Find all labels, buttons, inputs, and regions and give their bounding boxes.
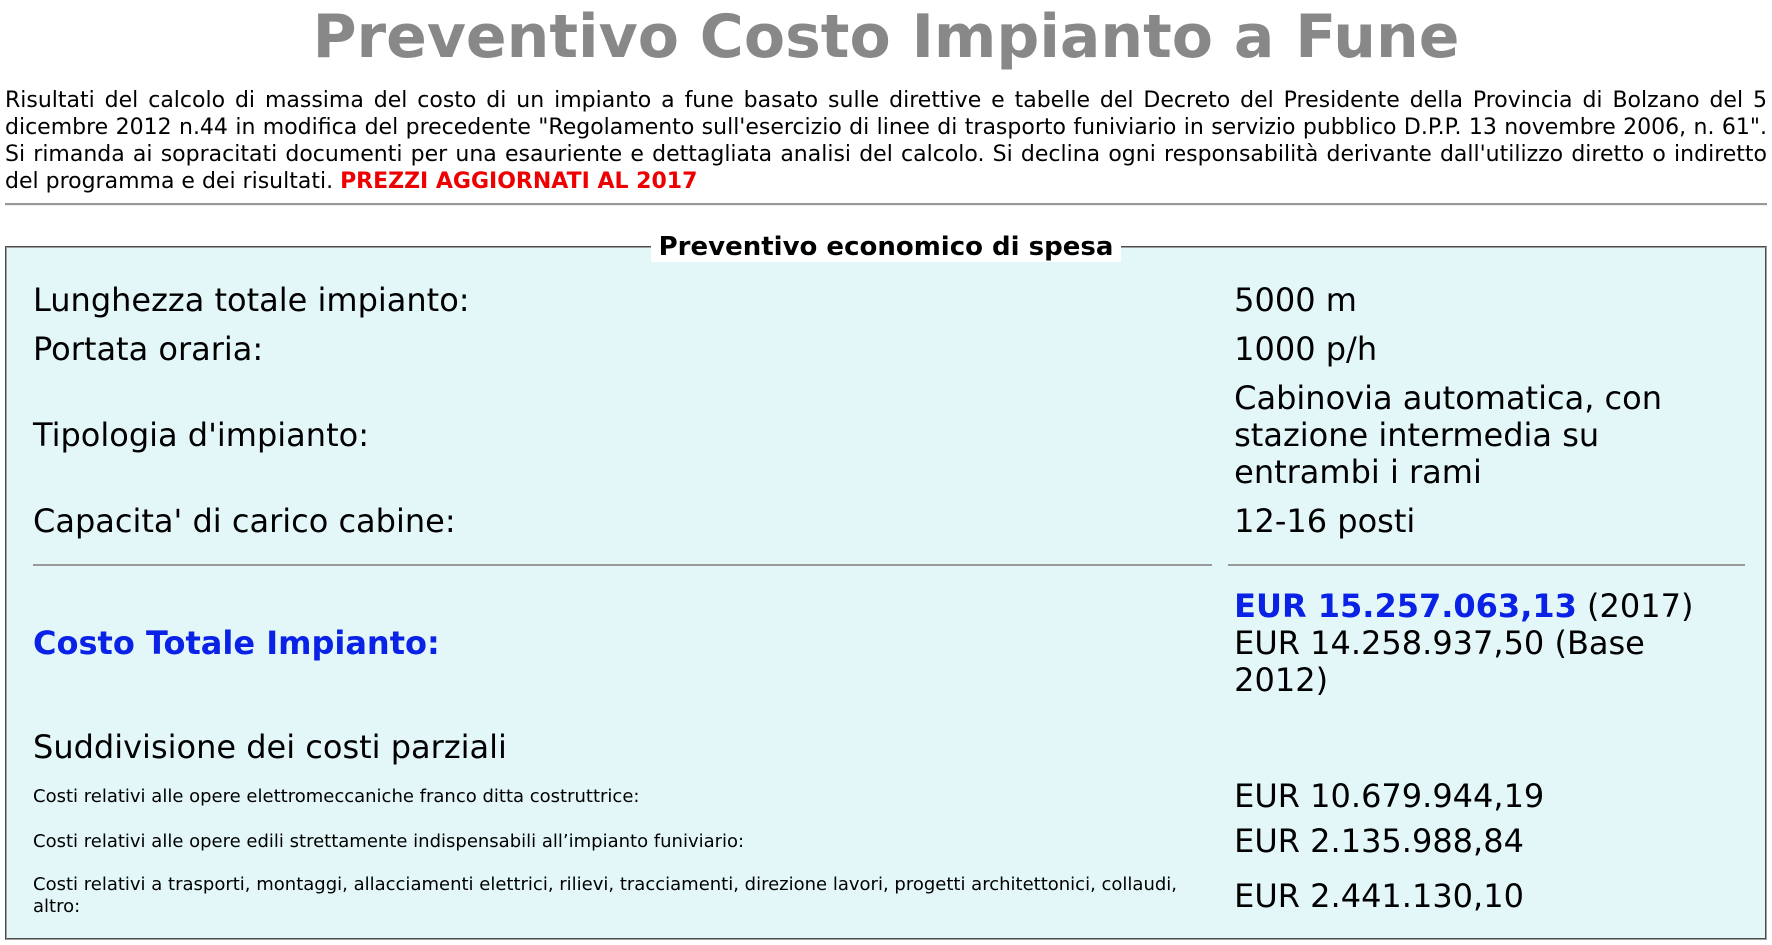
intro-text: Risultati del calcolo di massima del costo di un impianto a fune basato sulle direttive e tabelle del Decreto del Presidente della Provincia di Bolzano del 5 dicembre 2012 n.44 in modifica del precedente "Regolamento sull'esercizio di linee di trasporto funiviario in servizio pubblico D.P.P. 13 novembre 2006, n. 61". Si rimanda ai sopracitati documenti per una esauriente e dettagliata analisi del calcolo. Si declina ogni responsabilità derivante dall'utilizzo diretto o indiretto del programma e dei risultati. (5, 88, 1767, 194)
breakdown-heading: Suddivisione dei costi parziali (33, 728, 507, 766)
other-costs-value: EUR 2.441.130,10 (1234, 876, 1524, 915)
other-costs-label: Costi relativi a trasporti, montaggi, allacciamenti elettrici, rilievi, tracciamenti, direzione lavori, progetti architettonici, collaudi, altro: (33, 874, 1178, 917)
table-row-total-cost (19, 582, 1753, 705)
hourly-capacity-value: 1000 p/h (1234, 330, 1378, 368)
estimate-panel (5, 232, 1767, 940)
total-cost-2017-line (1234, 588, 1745, 625)
construction-cost-value: EUR 2.135.988,84 (1234, 822, 1524, 860)
table-row-separator (19, 546, 1753, 582)
separator-line-right (1228, 564, 1745, 566)
intro-paragraph (5, 87, 1767, 195)
prices-updated-notice: PREZZI AGGIORNATI AL 2017 (340, 169, 698, 194)
construction-cost-label: Costi relativi alle opere edili strettamente indispensabili all’impianto funiviario: (33, 830, 745, 852)
total-cost-2017-amount: EUR 15.257.063,13 (1234, 587, 1577, 625)
table-row-breakdown-heading (19, 705, 1753, 774)
table-row-cabin-capacity (19, 497, 1753, 546)
total-cost-2017-year: (2017) (1576, 587, 1694, 625)
total-cost-label: Costo Totale Impianto: (33, 624, 440, 662)
total-cost-base-2012-line: EUR 14.258.937,50 (Base 2012) (1234, 624, 1645, 699)
electromechanical-cost-label: Costi relativi alle opere elettromeccaniche franco ditta costruttrice: (33, 785, 640, 807)
plant-type-label: Tipologia d'impianto: (33, 416, 369, 454)
table-row-cost-electromechanical (19, 774, 1753, 819)
page-title: Preventivo Costo Impianto a Fune (312, 2, 1460, 72)
table-row-cost-other (19, 864, 1753, 928)
plant-type-value: Cabinovia automatica, con stazione intermedia su entrambi i rami (1234, 379, 1662, 491)
electromechanical-cost-value: EUR 10.679.944,19 (1234, 777, 1545, 815)
table-row-cost-construction (19, 819, 1753, 864)
header-divider (5, 203, 1767, 206)
cabin-capacity-label: Capacita' di carico cabine: (33, 502, 456, 540)
estimate-table (19, 276, 1753, 928)
table-row-type (19, 374, 1753, 497)
table-row-length (19, 276, 1753, 325)
hourly-capacity-label: Portata oraria: (33, 330, 264, 368)
cabin-capacity-value: 12-16 posti (1234, 502, 1416, 540)
panel-legend: Preventivo economico di spesa (651, 232, 1122, 262)
length-value: 5000 m (1234, 281, 1357, 319)
total-cost-values (1224, 582, 1753, 705)
length-label: Lunghezza totale impianto: (33, 281, 470, 319)
separator-line-left (33, 564, 1212, 566)
table-row-capacity-hourly (19, 325, 1753, 374)
